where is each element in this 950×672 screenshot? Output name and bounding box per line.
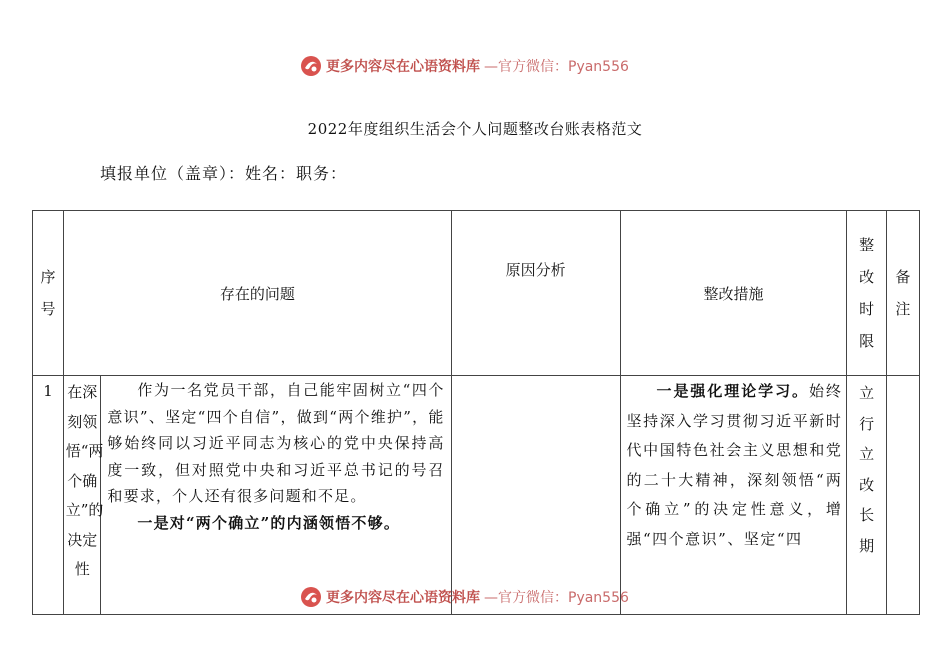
row1-deadline: 立行立改长期 xyxy=(847,376,886,615)
row1-issue-body xyxy=(101,376,451,615)
watermark-text: 更多内容尽在心语资料库 xyxy=(326,59,480,75)
document-title: 2022年度组织生活会个人问题整改台账表格范文 xyxy=(307,120,643,138)
row1-remark xyxy=(886,376,919,615)
row1-measure xyxy=(620,376,847,615)
header-remark: 备注 xyxy=(886,211,919,376)
issue-point-one: 一是对“两个确立”的内涵领悟不够。 xyxy=(137,513,401,532)
table-header-row xyxy=(33,211,920,376)
rectification-ledger-table xyxy=(32,210,920,615)
measure-text: 始终坚持深入学习贯彻习近平新时代中国特色社会主义思想和党的二十大精神，深刻领悟“两个确立”的决定性意义，增强“四个意识”、坚定“四 xyxy=(626,382,843,548)
watermark-wechat: —官方微信：Pyan556 xyxy=(484,59,629,75)
header-cause: 原因分析 xyxy=(451,211,620,376)
watermark-logo-icon xyxy=(300,586,322,608)
watermark-bottom xyxy=(300,585,629,609)
header-issue: 存在的问题 xyxy=(64,211,452,376)
measure-lead: 一是强化理论学习。 xyxy=(656,382,809,400)
header-deadline: 整改时限 xyxy=(847,211,886,376)
watermark-logo-icon xyxy=(300,55,322,77)
watermark-top xyxy=(300,54,629,78)
table-row xyxy=(33,376,920,615)
row1-cause xyxy=(451,376,620,615)
fill-in-line: 填报单位（盖章）：姓名：职务： xyxy=(100,164,348,183)
watermark-wechat: —官方微信：Pyan556 xyxy=(484,590,629,606)
row1-issue-short: 在深刻领悟“两个确立”的决定性 xyxy=(64,376,101,615)
issue-paragraph: 作为一名党员干部，自己能牢固树立“四个意识”、坚定“四个自信”，做到“两个维护”，能够始终同以习近平同志为核心的党中央保持高度一致，但对照党中央和习近平总书记的号召和要求，个人还有很多问题和不足。 xyxy=(107,381,445,505)
header-seq: 序号 xyxy=(33,211,64,376)
header-measure: 整改措施 xyxy=(620,211,847,376)
watermark-text: 更多内容尽在心语资料库 xyxy=(326,590,480,606)
row1-seq: 1 xyxy=(33,376,64,615)
